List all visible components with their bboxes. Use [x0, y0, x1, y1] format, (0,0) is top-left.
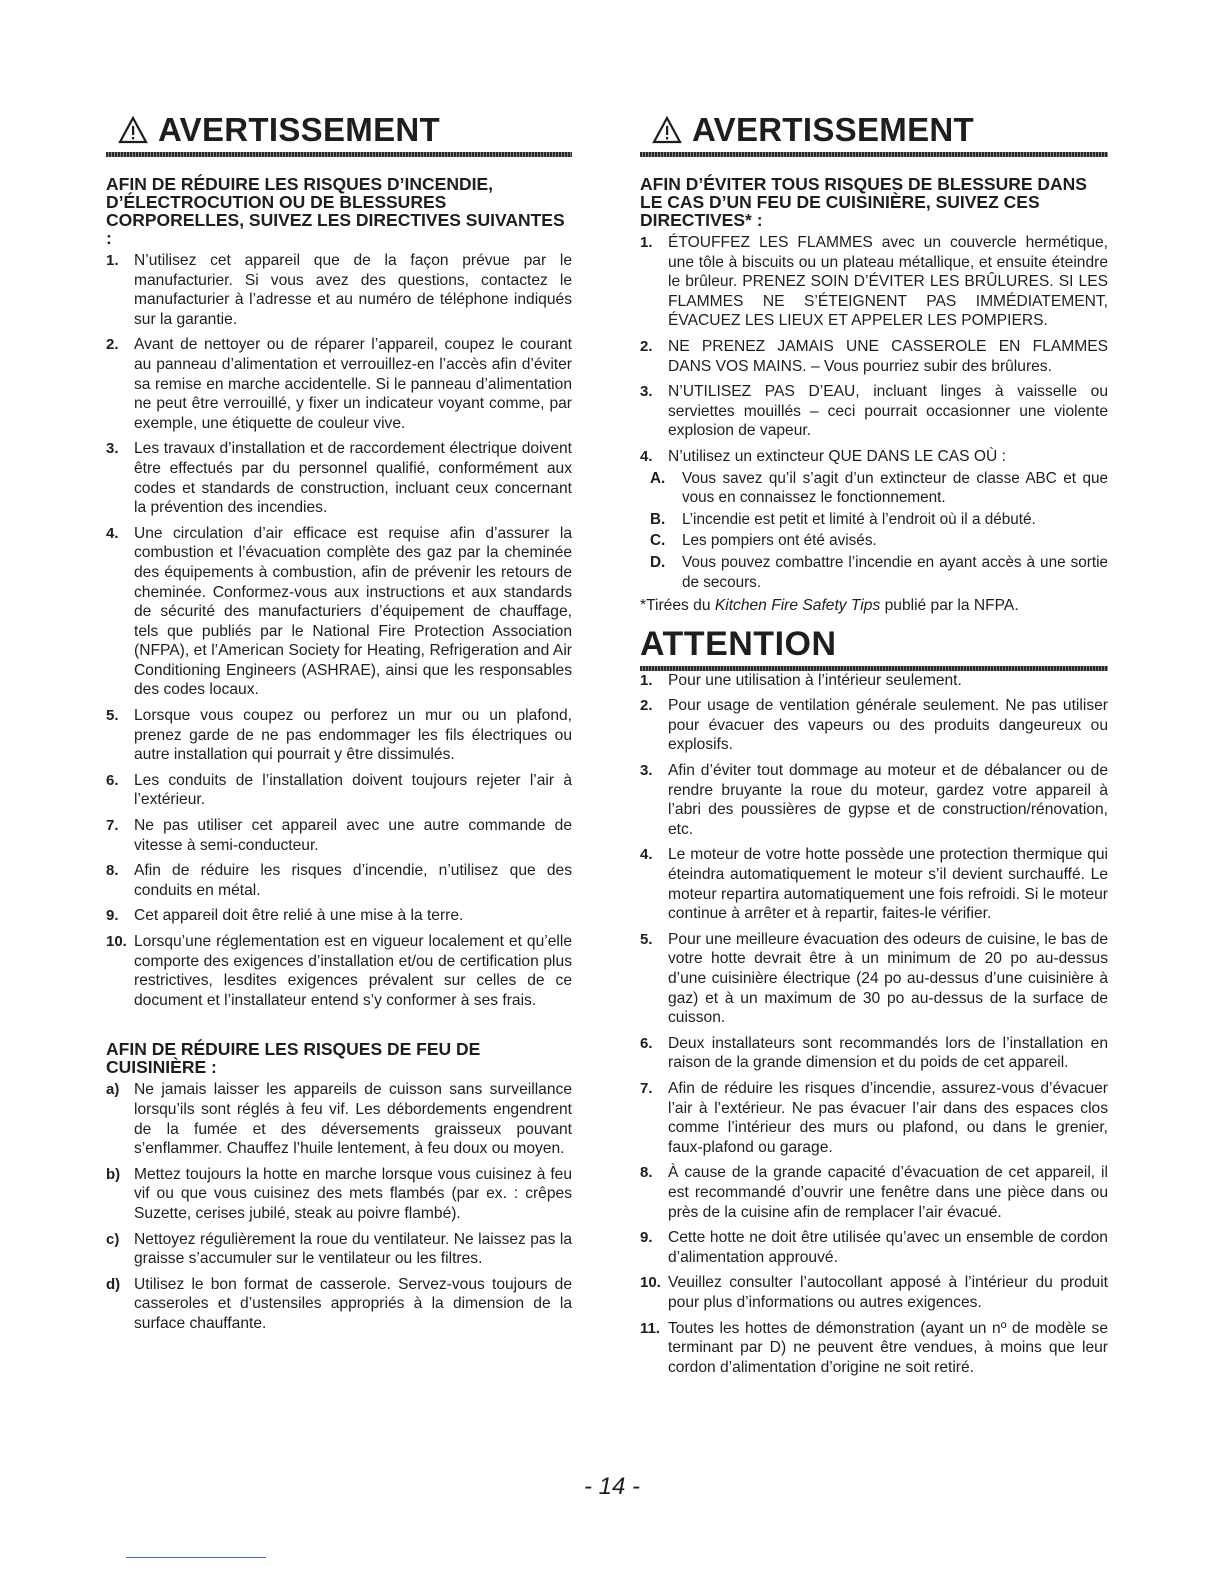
- list-item: 8. Afin de réduire les risques d’incendie, n’utilisez que des conduits en métal.: [106, 862, 572, 899]
- list-item: B. L’incendie est petit et limité à l’endroit où il a débuté.: [650, 510, 1036, 528]
- extinguisher-conditions-list: [642, 469, 1108, 593]
- list-item: 3. Afin d’éviter tout dommage au moteur et de débalancer ou de rendre bruyante la roue du moteur, gardez votre appareil à l’abri des poussières de gypse et de construction/rénovation, etc.: [640, 762, 1108, 838]
- list-item: 5. Lorsque vous coupez ou perforez un mur ou un plafond, prenez garde de ne pas endommager les fils électriques ou autre installation qui pourrait y être dissimulés.: [106, 707, 572, 764]
- list-item: 1. ÉTOUFFEZ LES FLAMMES avec un couvercle hermétique, une tôle à biscuits ou un plateau métallique, et ensuite éteindre le brûleur. PRENEZ SOIN D’ÉVITER LES BRÛLURES. SI LES FLAMMES NE S’ÉTEIGNENT PAS IMMÉDIATEMENT, ÉVACUEZ LES LIEUX ET APPELER LES POMPIERS.: [640, 234, 1108, 330]
- list-item: 4. N’utilisez un extincteur QUE DANS LE CAS OÙ :: [640, 447, 1006, 465]
- source-note: *Tirées du Kitchen Fire Safety Tips publié par la NFPA.: [640, 597, 1019, 615]
- warning-triangle-icon: [118, 116, 148, 144]
- warning-triangle-icon: [652, 116, 682, 144]
- header-rule: [640, 152, 1108, 157]
- list-item: d) Utilisez le bon format de casserole. Servez-vous toujours de casseroles et d’ustensiles appropriés à la dimension de la surface chauffante.: [106, 1275, 572, 1332]
- list-item: 4. Le moteur de votre hotte possède une protection thermique qui éteindra automatiquement le moteur s’il devient surchauffé. Le moteur repartira automatiquement une fois refroidi. Si le moteur continue à arrêter et à repartir, faites-le vérifier.: [640, 846, 1108, 923]
- list-item: 2. NE PRENEZ JAMAIS UNE CASSEROLE EN FLAMMES DANS VOS MAINS. – Vous pourriez subir des brûlures.: [640, 337, 1108, 375]
- list-item: 1. Pour une utilisation à l’intérieur seulement.: [640, 671, 962, 689]
- list-item: 2. Pour usage de ventilation générale seulement. Ne pas utiliser pour évacuer des vapeurs ou des produits dangeureux ou explosifs.: [640, 697, 1108, 754]
- source-title: Kitchen Fire Safety Tips: [714, 597, 881, 615]
- list-item: b) Mettez toujours la hotte en marche lorsque vous cuisinez à feu vif ou que vous cuisinez des mets flambés (par ex. : crêpes Suzette, cerises jubilé, steak au poivre flambé).: [106, 1165, 572, 1222]
- list-item: A. Vous savez qu’il s’agit d’un extincteur de classe ABC et que vous en connaissez le fonctionnement.: [650, 469, 1108, 507]
- section-heading-cooktop-injury: AFIN D’ÉVITER TOUS RISQUES DE BLESSURE DANS LE CAS D’UN FEU DE CUISINIÈRE, SUIVEZ CES DIRECTIVES* :: [640, 174, 1087, 230]
- list-item: 3. Les travaux d’installation et de raccordement électrique doivent être effectués par du personnel qualifié, conformément aux codes et standards de construction, incluant ceux concernant la prévention des incendies.: [106, 440, 572, 517]
- list-item: D. Vous pouvez combattre l’incendie en ayant accès à une sortie de secours.: [650, 553, 1108, 591]
- list-item: 8. À cause de la grande capacité d’évacuation de cet appareil, il est recommandé d’ouvrir une fenêtre dans une pièce dans ou près de la cuisine afin de remplacer l’air évacué.: [640, 1164, 1108, 1221]
- footer-divider: [126, 1557, 266, 1558]
- list-item: 1. N’utilisez cet appareil que de la façon prévue par le manufacturier. Si vous avez des questions, contactez le manufacturier à l’adresse et au numéro de téléphone indiqués sur la garantie.: [106, 252, 572, 328]
- list-item: C. Les pompiers ont été avisés.: [650, 532, 877, 550]
- list-item: 6. Deux installateurs sont recommandés lors de l’installation en raison de la grande dimension et du poids de cet appareil.: [640, 1034, 1108, 1072]
- list-item: 7. Ne pas utiliser cet appareil avec une autre commande de vitesse à semi-conducteur.: [106, 817, 572, 854]
- warning-title: AVERTISSEMENT: [692, 111, 974, 148]
- warning-header-right: [640, 112, 1108, 148]
- header-rule: [106, 152, 572, 157]
- list-item: 5. Pour une meilleure évacuation des odeurs de cuisine, le bas de votre hotte devrait être à un minimum de 20 po au-dessus d’une cuisinière électrique (24 po au-dessus d’une cuisinière à gaz) et à un maximum de 30 po au-dessus de la surface de cuisson.: [640, 930, 1108, 1027]
- list-item: 10. Veuillez consulter l’autocollant apposé à l’intérieur du produit pour plus d’informations ou autres exigences.: [640, 1274, 1108, 1311]
- fire-directives-list: [640, 233, 1108, 467]
- page-number: - 14 -: [583, 1473, 640, 1500]
- list-item: 3. N’UTILISEZ PAS D’EAU, incluant linges à vaisselle ou serviettes mouillés – ceci pourrait occasionner une violente explosion de vapeur.: [640, 383, 1108, 440]
- list-item: 6. Les conduits de l’installation doivent toujours rejeter l’air à l’extérieur.: [106, 771, 572, 809]
- warning-header-left: [106, 112, 572, 148]
- section-heading-fire-shock: AFIN DE RÉDUIRE LES RISQUES D’INCENDIE, D’ÉLECTROCUTION OU DE BLESSURES CORPORELLES, SUIVEZ LES DIRECTIVES SUIVANTES :: [106, 174, 565, 248]
- list-item: 9. Cet appareil doit être relié à une mise à la terre.: [106, 907, 464, 925]
- cooktop-fire-list: [106, 1080, 572, 1333]
- list-item: 2. Avant de nettoyer ou de réparer l’appareil, coupez le courant au panneau d’alimentation et verrouillez-en l’accès afin d’éviter sa remise en marche accidentelle. Si le panneau d’alimentation ne peut être verrouillé, y fixer un indicateur voyant comme, par exemple, une étiquette de couleur vive.: [106, 336, 572, 432]
- list-item: a) Ne jamais laisser les appareils de cuisson sans surveillance lorsqu’ils sont réglés à feu vif. Les débordements engendrent de la fumée et des déversements graisseux pouvant s’enflammer. Chauffez l’huile lentement, à feu doux ou moyen.: [106, 1081, 572, 1158]
- right-column: [640, 112, 1108, 1383]
- section-heading-cooktop-fire: AFIN DE RÉDUIRE LES RISQUES DE FEU DE CUISINIÈRE :: [106, 1039, 481, 1078]
- list-item: c) Nettoyez régulièrement la roue du ventilateur. Ne laissez pas la graisse s’accumuler sur le ventilateur ou les filtres.: [106, 1230, 572, 1268]
- directives-list: [106, 251, 572, 1010]
- left-column: [106, 112, 572, 1340]
- list-item: 10. Lorsqu’une réglementation est en vigueur localement et qu’elle comporte des exigences d’installation et/ou de certification plus restrictives, lesdites exigences prévalent sur celles de ce document et l’installateur entend s’y conformer à ses frais.: [106, 933, 572, 1009]
- list-item: 9. Cette hotte ne doit être utilisée qu’avec un ensemble de cordon d’alimentation approuvé.: [640, 1229, 1108, 1266]
- warning-title: AVERTISSEMENT: [158, 111, 440, 148]
- attention-title: ATTENTION: [640, 624, 837, 663]
- list-item: 4. Une circulation d’air efficace est requise afin d’assurer la combustion et l’évacuation complète des gaz par la cheminée des équipements à combustion, afin de prévenir les retours de cheminée. Conformez-vous aux instructions et aux standards de sécurité des manufacturiers d’équipement de chauffage, tels que publiés par le National Fire Protection Association (NFPA), et l’American Society for Heating, Refrigeration and Air Conditioning Engineers (ASHRAE), ainsi que les responsables des codes locaux.: [106, 524, 572, 699]
- attention-list: [640, 671, 1108, 1378]
- list-item: 11. Toutes les hottes de démonstration (ayant un nº de modèle se terminant par D) ne peuvent être vendues, à moins que leur cordon d’alimentation d’origine ne soit retiré.: [640, 1319, 1108, 1376]
- list-item: 7. Afin de réduire les risques d’incendie, assurez-vous d’évacuer l’air à l’extérieur. Ne pas évacuer l’air dans des espaces clos comme l’intérieur des murs ou plafond, ou dans le grenier, faux-plafond ou garage.: [640, 1079, 1108, 1156]
